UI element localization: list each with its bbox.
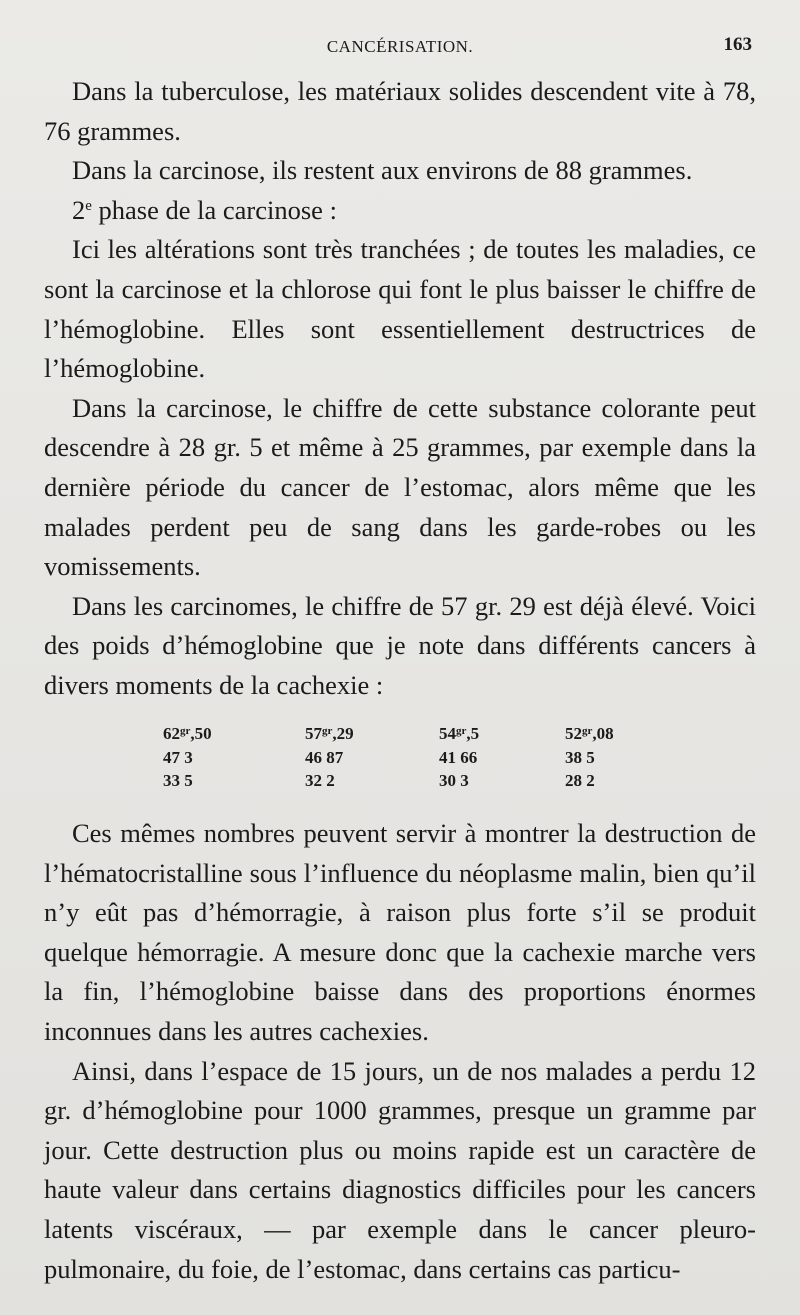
table-cell: $57^{gr},29$ (305, 724, 354, 743)
table-cell: 32 2 (305, 771, 335, 790)
paragraph-memes-nombres: Ces mêmes nombres peuvent servir à montrer la destruction de l’hématocristalline sous l’influence du néoplasme malin, bien qu’il n’y eût pas d’hémorragie, à raison plus forte s’il se produit quelque hémorragie. A mesure donc que la cachexie marche vers la fin, l’hémoglobine baisse dans des proportions énormes inconnues dans les autres cachexies. (44, 818, 756, 1046)
table-cell: 47 3 (163, 747, 193, 767)
page-number: 163 (723, 34, 752, 55)
table-cell: 30 3 (439, 771, 469, 790)
phase-ordinal-suffix: e (85, 197, 92, 214)
table-cell: 33 5 (163, 771, 193, 790)
hemoglobin-column (439, 722, 559, 793)
table-cell: $52^{gr},08$ (565, 724, 614, 743)
hemoglobin-table (163, 722, 683, 794)
table-cell: 46 87 (305, 747, 344, 767)
body-text-top (44, 72, 756, 706)
hemoglobin-column (163, 722, 283, 793)
paragraph-carcinomes: Dans les carcinomes, le chiffre de 57 gr. 29 est déjà élevé. Voici des poids d’hémoglobine que je note dans différents cancers à divers moments de la cachexie : (44, 590, 756, 700)
paragraph-chiffre-substance: Dans la carcinose, le chiffre de cette substance colorante peut descendre à 28 gr. 5 et même à 25 grammes, par exemple dans la dernière période du cancer de l’estomac, alors même que les malades perdent peu de sang dans les garde-robes ou les vomissements. (44, 392, 756, 582)
hemoglobin-column (565, 722, 685, 793)
paragraph-tuberculose: Dans la tuberculose, les matériaux solides descendent vite à 78, 76 grammes. (44, 76, 756, 146)
paragraph-ainsi: Ainsi, dans l’espace de 15 jours, un de nos malades a perdu 12 gr. d’hémoglobine pour 1000 grammes, presque un gramme par jour. Cette destruction plus ou moins rapide est un caractère de haute valeur dans certains diagnostics difficiles pour les cancers latents viscéraux, — par exemple dans le cancer pleuro-pulmonaire, du foie, de l’estomac, dans certains cas particu- (44, 1055, 756, 1284)
phase-label: phase de la carcinose : (91, 194, 337, 225)
table-cell: $62^{gr},50$ (163, 724, 212, 743)
running-title: CANCÉRISATION. (326, 37, 474, 56)
paragraph-alterations: Ici les altérations sont très tranchées ; de toutes les maladies, ce sont la carcinose et la chlorose qui font le plus baisser le chiffre de l’hémoglobine. Elles sont essentiellement destructrices de l’hémoglobine. (44, 234, 756, 384)
table-cell: 38 5 (565, 747, 595, 767)
table-cell: $54^{gr},5$ (439, 724, 480, 743)
paragraph-phase-heading (44, 191, 756, 231)
table-cell: 41 66 (439, 747, 478, 767)
paragraph-carcinose-88: Dans la carcinose, ils restent aux environs de 88 grammes. (72, 155, 693, 186)
hemoglobin-column (305, 722, 425, 793)
table-cell: 28 2 (565, 771, 595, 790)
phase-number: 2 (72, 194, 86, 225)
body-text-bottom (44, 814, 756, 1289)
page-header (0, 34, 800, 64)
